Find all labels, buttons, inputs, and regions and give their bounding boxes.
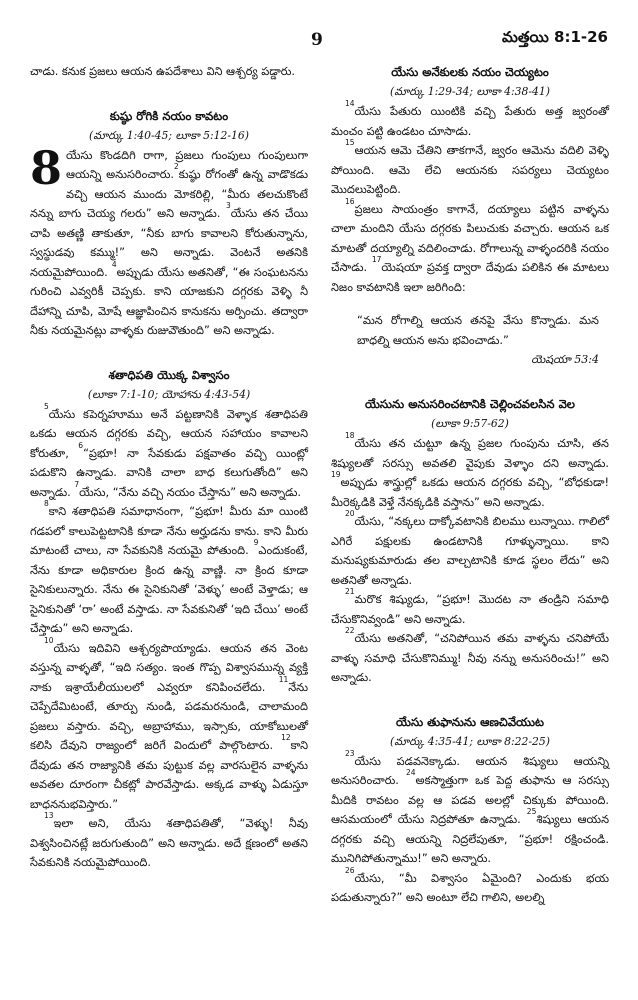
- verse-number: 6: [78, 440, 84, 450]
- section-heading: యేసు అనేకులకు నయం చెయ్యటం: [391, 65, 549, 79]
- paragraph: [331, 99, 609, 141]
- verse-text: అప్పుడు శాస్త్రుల్లో ఒకడు ఆయన దగ్గరకు వచ్చి, “బోధకుడా! మీరెక్కడికి వెళ్తే నేనక్కడికి వస్తాను” అని అన్నాడు.: [331, 476, 609, 509]
- verse-number: 22: [345, 626, 355, 635]
- verse-number: 13: [44, 811, 54, 820]
- verse-number: 2: [174, 162, 179, 171]
- verse-number: 3: [225, 201, 231, 210]
- verse-number: 9: [253, 538, 259, 547]
- verse-text: మరొక శిష్యుడు, “ప్రభూ! మొదట నా తండ్రిని సమాధి చేసుకొనివ్వండి” అని అన్నాడు.: [331, 593, 609, 626]
- paragraph: [331, 196, 610, 298]
- verse-text: ఇలా అని, యేసు శతాధిపతితో, “వెళ్ళు! నీవు విశ్వసించినట్లే జరుగుతుంది” అని అన్నాడు. అదే క్షణంలో అతని సేవకునికి నయమైపోయింది.: [30, 817, 308, 869]
- verse-number: 10: [44, 635, 54, 645]
- right-column: [331, 62, 609, 908]
- page-header: [0, 26, 638, 60]
- verse-text: అప్పుడు యేసు అతనితో, “ఈ సంఘటనను గురించి ఎవ్వరికీ చెప్పకు. కాని యాజకుని దగ్గరకు వెళ్ళి నీ దేహాన్ని చూపి, మోషే ఆజ్ఞాపించిన కానుకను అర్పించు. తద్వారా నీకు నయమైనట్లు వాళ్ళకు రుజువౌతుంది” అని అన్నాడు.: [30, 265, 308, 337]
- paragraph: చాడు. కనుక ప్రజలు ఆయన ఉపదేశాలు విని ఆశ్చర్య పడ్డారు.: [30, 65, 295, 78]
- verse-number: 21: [345, 587, 355, 596]
- section-heading: యేసు తుఫానును ఆణచివేయుట: [396, 714, 544, 729]
- verse-number: 4: [111, 259, 117, 269]
- page-number: 9: [311, 30, 323, 50]
- verse-text: యెషయా ప్రవక్త ద్వారా దేవుడు పలికిన ఈ మాటలు నిజం కావటానికి ఇలా జరిగింది:: [331, 261, 610, 294]
- verse-number: 14: [345, 99, 355, 108]
- verse-text: యేసు పేతురు యింటికి వచ్చి పేతురు అత్త జ్వరంతో మంచం పట్టి ఉండటం చూసాడు.: [331, 105, 609, 138]
- paragraph: [331, 431, 609, 512]
- verse-text: యేసు, “నక్కలు దాక్కోవటానికి బిలము లున్నాయి. గాలిలో ఎగిరే పక్షులకు ఉండటానికి గూళ్ళున్నాయి. కాని మనుష్యకుమారుడు తల వాల్చటానికి కూడ స్థలం లేదు” అని అతనితో అన్నాడు.: [331, 515, 609, 587]
- verse-number: 25: [526, 807, 537, 816]
- verse-number: 16: [345, 196, 355, 206]
- verse-number: 26: [345, 865, 355, 875]
- cross-reference: (మార్కు 4:35-41; లూకా 8:22-25): [389, 734, 550, 748]
- verse-text: కాని శతాధిపతి సమాధానంగా, “ప్రభూ! మీరు మా యింటి గడపలో కాలుపెట్టటానికి కూడా నేను అర్హుడను కాను. కాని మీరు మాటంటే చాలు, నా సేవకునికి నయమై పోతుంది.: [30, 505, 308, 557]
- paragraph: [331, 626, 609, 688]
- verse-text: శిష్యులు ఆయన దగ్గరకు వచ్చి ఆయన్ని నిద్రలేపుతూ, “ప్రభూ! రక్షించండి. మునిగిపోతున్నాము!” అని అన్నారు.: [331, 813, 609, 865]
- left-column: [30, 62, 308, 873]
- running-head: మత్తయి 8:1-26: [501, 28, 608, 46]
- paragraph: [30, 401, 308, 503]
- verse-number: 8: [44, 499, 49, 508]
- verse-text: యేసు, “మీ విశ్వాసం ఏమైంది? ఎందుకు భయ పడుతున్నారు?” అని అంటూ లేచి గాలిని, అలల్ని: [331, 871, 609, 904]
- section-heading: యేసును అనుసరించటానికి చెల్లించవలసిన వెల: [364, 397, 576, 411]
- paragraph: [331, 509, 609, 590]
- verse-text: యేసు ఇదివిని ఆశ్చర్యపొయ్యాడు. ఆయన తన వెంట వస్తున్న వాళ్ళతో, “ఇది సత్యం. ఇంత గొప్ప విశ్వాసమున్న వ్యక్తి నాకు ఇశ్రాయేలీయులలో ఎవ్వరూ కనిపించలేదు.: [30, 641, 308, 694]
- verse-number: 15: [345, 138, 355, 147]
- verse-text: యేసు, “నేను వచ్చి నయం చేస్తాను” అని అన్నాడు.: [79, 485, 301, 499]
- verse-number: 20: [345, 509, 355, 518]
- verse-text: అకస్మాత్తుగా ఒక పెద్ద తుఫాను ఆ సరస్సు మీదికి రావటం వల్ల ఆ పడవ అలల్లో చిక్కుకు పోయింది. ఆసమయంలో యేసు నిద్రపోతూ ఉన్నాడు.: [331, 774, 609, 826]
- verse-number: 5: [44, 401, 49, 411]
- cross-reference: (మార్కు 1:29-34; లూకా 4:38-41): [389, 85, 550, 98]
- cross-reference: (మార్కు 1:40-45; లూకా 5:12-16): [88, 128, 249, 142]
- cross-reference: (లూకా 9:57-62): [431, 417, 509, 430]
- paragraph: [30, 499, 308, 639]
- verse-text: యేసు పడవనెక్కాడు. ఆయన శిష్యులు ఆయన్ని అనుసరించారు.: [331, 754, 609, 787]
- scripture-quote: “మన రోగాల్ని ఆయన తనపై వేసు కొన్నాడు. మన బాధల్ని ఆయన అను భవించాడు.”: [357, 314, 599, 347]
- verse-number: 11: [278, 674, 289, 684]
- verse-text: నేను చెప్పేదేమిటంటే, తూర్పు నుండి, పడమరనుండి, చాలామంది ప్రజలు వస్తారు. వచ్చి, అబ్రాహాము, ఇస్సాకు, యాకోబులతో కలిసి దేవుని రాజ్యంలో జరిగే విందులో పాల్గొంటారు.: [30, 680, 309, 752]
- paragraph: [30, 140, 308, 341]
- paragraph: [331, 138, 609, 200]
- chapter-number: 8: [30, 140, 63, 195]
- verse-text: యేసు అతనితో, “చనిపోయిన తమ వాళ్ళను చనిపోయే వాళ్ళు సమాధి చేసుకొనిమ్ము! నీవు నన్ను అనుసరించు!” అని అన్నాడు.: [331, 632, 609, 684]
- paragraph: [331, 865, 609, 908]
- verse-text: యేసు కపెర్నహూము అనే పట్టణానికి వెళ్ళాక శతాధిపతి ఒకడు ఆయన దగ్గరకు వచ్చి, ఆయన సహాయం కావాలని కోరుతూ,: [30, 407, 308, 460]
- verse-text: “ప్రభూ! నా సేవకుడు పక్షవాతం వచ్చి యింట్లో పడుకొని ఉన్నాడు. వానికి చాలా బాధ కలుగుతోంది” అని అన్నాడు.: [30, 446, 308, 499]
- verse-number: 12: [281, 733, 291, 742]
- verse-text: ఎందుకంటే, నేను కూడా అధికారుల క్రింద ఉన్న వాణ్ణి. నా క్రింద కూడా సైనికులున్నారు. నేను ఈ సైనికునితో ‘వెళ్ళు’ అంటే వెళ్తాడు; ఆ సైనికునితో ‘రా’ అంటే వస్తాడు. నా సేవకునితో ‘ఇది చేయి’ అంటే చేస్తాడు” అని అన్నాడు.: [30, 544, 308, 635]
- paragraph: [30, 811, 308, 873]
- paragraph: [331, 587, 609, 629]
- verse-text: ప్రజలు సాయంత్రం కాగానే, దయ్యాలు పట్టిన వాళ్ళను చాలా మందిని యేసు దగ్గరకు పిలుచుకు వచ్చారు. ఆయన ఒక మాటతో దయ్యాల్ని వదిలించాడు. రోగాలున్న వాళ్ళందరికి నయం చేసాడు.: [331, 202, 609, 274]
- quote-source: యెషయా 53:4: [531, 353, 599, 366]
- verse-number: 18: [345, 431, 355, 440]
- verse-text: యేసు కొండదిగి రాగా, ప్రజలు గుంపులు గుంపులుగా ఆయన్ని అనుసరించారు.: [66, 148, 308, 181]
- section-heading: శతాధిపతి యొక్క విశ్వాసం: [108, 367, 230, 382]
- verse-text: కాని దేవుడు తన రాజ్యానికి తమ పుట్టుక వల్ల వారసులైన వాళ్ళను అవతల దూరంగా చీకట్లో పారవేస్తాడు. అక్కడ వాళ్ళు ఏడుస్తూ బాధననుభవిస్తారు.”: [30, 739, 308, 811]
- verse-number: 7: [74, 479, 80, 489]
- section-heading: కుష్ఠు రోగికి నయం కావటం: [109, 108, 229, 123]
- cross-reference: (లూకా 7:1-10; యోహాను 4:43-54): [87, 387, 251, 401]
- verse-text: ఆయన ఆమె చేతిని తాకగానే, జ్వరం ఆమెను వదిలి వెళ్ళి పోయింది. ఆమె లేచి ఆయనకు సపర్యలు చెయ్యటం మొదలుపెట్టింది.: [331, 144, 609, 196]
- verse-text: యేసు తన చేయి చాపి అతణ్ణి తాకుతూ, “నీకు బాగు కావాలని కోరుతున్నాను, స్వస్థుడవు కమ్ము!” అని అన్నాడు. వెంటనే అతనికి నయమైపోయింది.: [30, 207, 308, 279]
- paragraph: [331, 748, 609, 869]
- verse-number: 23: [345, 748, 355, 758]
- verse-text: యేసు తన చుట్టూ ఉన్న ప్రజల గుంపును చూసి, తన శిష్యులతో సరస్సు అవతలి వైపుకు వెళ్ళాం దని అన్నాడు.: [331, 437, 609, 470]
- verse-text: కుష్ఠు రోగంతో ఉన్న వాడొకడు వచ్చి ఆయన ముందు మోకరిల్లి, “మీరు తలచుకొంటే నన్ను బాగు చెయ్య గలరు” అని అన్నాడు.: [30, 168, 308, 220]
- verse-number: 17: [371, 255, 382, 264]
- paragraph: [30, 635, 309, 815]
- verse-number: 24: [405, 768, 416, 777]
- verse-number: 19: [331, 470, 341, 479]
